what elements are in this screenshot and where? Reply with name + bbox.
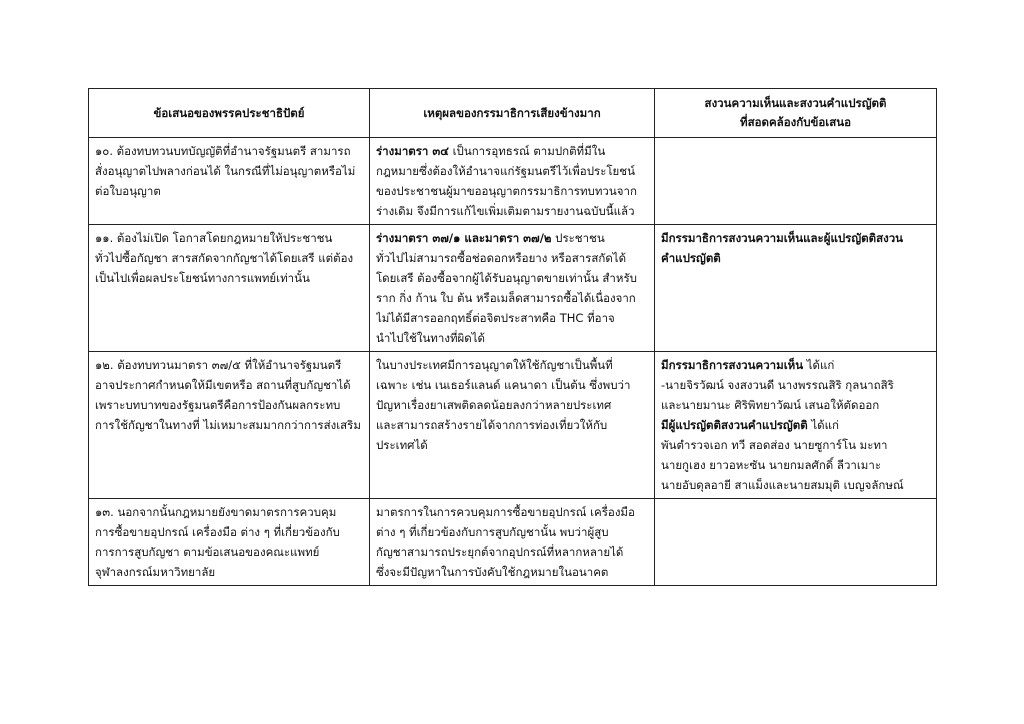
cell-text-line: โดยเสรี ต้องซื้อจากผู้ได้รับอนุญาตขายเท่านั้น สำหรับ: [376, 271, 637, 285]
cell-text-line: ๑๒. ต้องทบทวนมาตรา ๓๗/๕ ที่ให้อำนาจรัฐมนตรี: [95, 358, 342, 372]
cell-proposal: [89, 352, 370, 499]
cell-text-line: ในบางประเทศมีการอนุญาตให้ใช้กัญชาเป็นพื้นที่: [376, 358, 613, 372]
cell-reservation: [655, 352, 937, 499]
cell-text-inline: ได้แก่: [803, 358, 835, 372]
table-row: [89, 352, 937, 499]
cell-text-line: ไม่ได้มีสารออกฤทธิ์ต่อจิตประสาทคือ THC ที่อาจ: [376, 311, 615, 325]
header-proposal-label: ข้อเสนอของพรรคประชาธิปัตย์: [153, 105, 305, 120]
cell-text-line: การใช้กัญชาในทางที่ ไม่เหมาะสมมากกว่าการส่งเสริม: [95, 418, 361, 432]
cell-text-line: และสามารถสร้างรายได้จากการท่องเที่ยวให้กับ: [376, 418, 608, 432]
section-ref-bold: ร่างมาตรา ๓๔: [376, 144, 449, 158]
cell-text-line: ๑๐. ต้องทบทวนบทบัญญัติที่อำนาจรัฐมนตรี สามารถ: [95, 144, 351, 158]
comparison-table: [88, 88, 937, 586]
cell-text-line: เพราะบทบาทของรัฐมนตรีคือการป้องกันผลกระทบ: [95, 398, 341, 412]
cell-text-line: ราก กิ่ง ก้าน ใบ ต้น หรือเมล็ดสามารถซื้อได้เนื่องจาก: [376, 291, 636, 305]
cell-text-line: ๑๓. นอกจากนั้นกฎหมายยังขาดมาตรการควบคุม: [95, 505, 337, 519]
cell-text-inline: ประชาชน: [551, 231, 605, 245]
header-majority-reason: [370, 89, 655, 138]
header-reservation-line-1: สงวนความเห็นและสงวนคำแปรญัตติ: [704, 96, 887, 110]
header-reservation: [655, 89, 937, 138]
cell-text-line: [376, 141, 648, 161]
cell-text-line: การการสูบกัญชา ตามข้อเสนอของคณะแพทย์: [95, 545, 320, 559]
cell-reason: [370, 352, 655, 499]
table-row: [89, 499, 937, 586]
header-reservation-line-2: ที่สอดคล้องกับข้อเสนอ: [740, 115, 851, 129]
table-header-row: [89, 89, 937, 138]
cell-text-line: กฎหมายซึ่งต้องให้อำนาจแก่รัฐมนตรีไว้เพื่อประโยชน์: [376, 164, 635, 178]
cell-reservation: [655, 225, 937, 352]
cell-text-line: สั่งอนุญาตไปพลางก่อนได้ ในกรณีที่ไม่อนุญาตหรือไม่: [95, 164, 356, 178]
cell-text-line: -นายจิรวัฒน์ จงสงวนดี นางพรรณสิริ กุลนาถสิริ: [661, 378, 894, 392]
cell-reason: [370, 499, 655, 586]
cell-proposal: [89, 225, 370, 352]
cell-text-line: ปัญหาเรื่องยาเสพติดลดน้อยลงกว่าหลายประเทศ: [376, 398, 612, 412]
cell-text-line: ทั่วไปซื้อกัญชา สารสกัดจากกัญชาได้โดยเสรี แต่ต้อง: [95, 251, 354, 265]
cell-text-line: ต่าง ๆ ที่เกี่ยวข้องกับการสูบกัญชานั้น พบว่าผู้สูบ: [376, 525, 609, 539]
cell-text-line: มาตรการในการควบคุมการซื้อขายอุปกรณ์ เครื่องมือ: [376, 505, 635, 519]
reservation-note-bold: คำแปรญัตติ: [661, 251, 721, 265]
cell-text-inline: เป็นการอุทธรณ์ ตามปกติที่มีใน: [448, 144, 606, 158]
cell-text-line: ทั่วไปไม่สามารถซื้อช่อดอกหรือยาง หรือสารสกัดได้: [376, 251, 627, 265]
cell-text-line: ของประชาชนผู้มาขออนุญาตกรรมาธิการทบทวนจาก: [376, 184, 637, 198]
cell-text-line: นายกูเฮง ยาวอหะซัน นายกมลศักดิ์ ลีวาเมาะ: [661, 458, 882, 472]
reservation-note-bold: มีกรรมาธิการสงวนความเห็น: [661, 358, 804, 372]
cell-text-line: [661, 355, 930, 375]
cell-text-line: ร่างเดิม จึงมีการแก้ไขเพิ่มเติมตามรายงานฉบับนี้แล้ว: [376, 204, 635, 218]
cell-reservation: [655, 499, 937, 586]
cell-text-inline: ได้แก่: [807, 418, 839, 432]
cell-text-line: ซึ่งจะมีปัญหาในการบังคับใช้กฎหมายในอนาคต: [376, 565, 609, 579]
cell-reason: [370, 225, 655, 352]
cell-text-line: การซื้อขายอุปกรณ์ เครื่องมือ ต่าง ๆ ที่เกี่ยวข้องกับ: [95, 525, 340, 539]
cell-text-line: อาจประกาศกำหนดให้มีเขตหรือ สถานที่สูบกัญชาได้: [95, 378, 351, 392]
cell-text-line: พันตำรวจเอก ทวี สอดส่อง นายซูการ์โน มะทา: [661, 438, 888, 452]
cell-text-line: กัญชาสามารถประยุกต์จากอุปกรณ์ที่หลากหลายได้: [376, 545, 624, 559]
cell-text-line: [661, 415, 930, 435]
cell-text-line: นายอับดุลอายี สาแม็งและนายสมมุติ เบญจลักษณ์: [661, 478, 904, 492]
reservation-note-bold: มีผู้แปรญัตติสงวนคำแปรญัตติ: [661, 418, 808, 432]
reservation-note-bold: มีกรรมาธิการสงวนความเห็นและผู้แปรญัตติสงวน: [661, 231, 904, 245]
cell-text-line: ต่อใบอนุญาต: [95, 184, 161, 198]
table-row: [89, 225, 937, 352]
cell-reservation: [655, 138, 937, 225]
cell-text-line: ๑๑. ต้องไม่เปิด โอกาสโดยกฎหมายให้ประชาชน: [95, 231, 333, 245]
cell-reason: [370, 138, 655, 225]
header-majority-reason-label: เหตุผลของกรรมาธิการเสียงข้างมาก: [423, 105, 601, 120]
cell-text-line: จุฬาลงกรณ์มหาวิทยาลัย: [95, 565, 216, 579]
section-ref-bold: ร่างมาตรา ๓๗/๑ และมาตรา ๓๗/๒: [376, 231, 552, 245]
cell-text-line: เป็นไปเพื่อผลประโยชน์ทางการแพทย์เท่านั้น: [95, 271, 310, 285]
cell-text-line: นำไปใช้ในทางที่ผิดได้: [376, 331, 485, 345]
cell-text-line: [376, 228, 648, 248]
cell-text-line: เฉพาะ เช่น เนเธอร์แลนด์ แคนาดา เป็นต้น ซึ่งพบว่า: [376, 378, 631, 392]
cell-text-line: และนายมานะ ศิริพิทยาวัฒน์ เสนอให้ตัดออก: [661, 398, 880, 412]
cell-proposal: [89, 138, 370, 225]
header-proposal: [89, 89, 370, 138]
cell-text-line: ประเทศได้: [376, 438, 428, 452]
table-row: [89, 138, 937, 225]
cell-proposal: [89, 499, 370, 586]
